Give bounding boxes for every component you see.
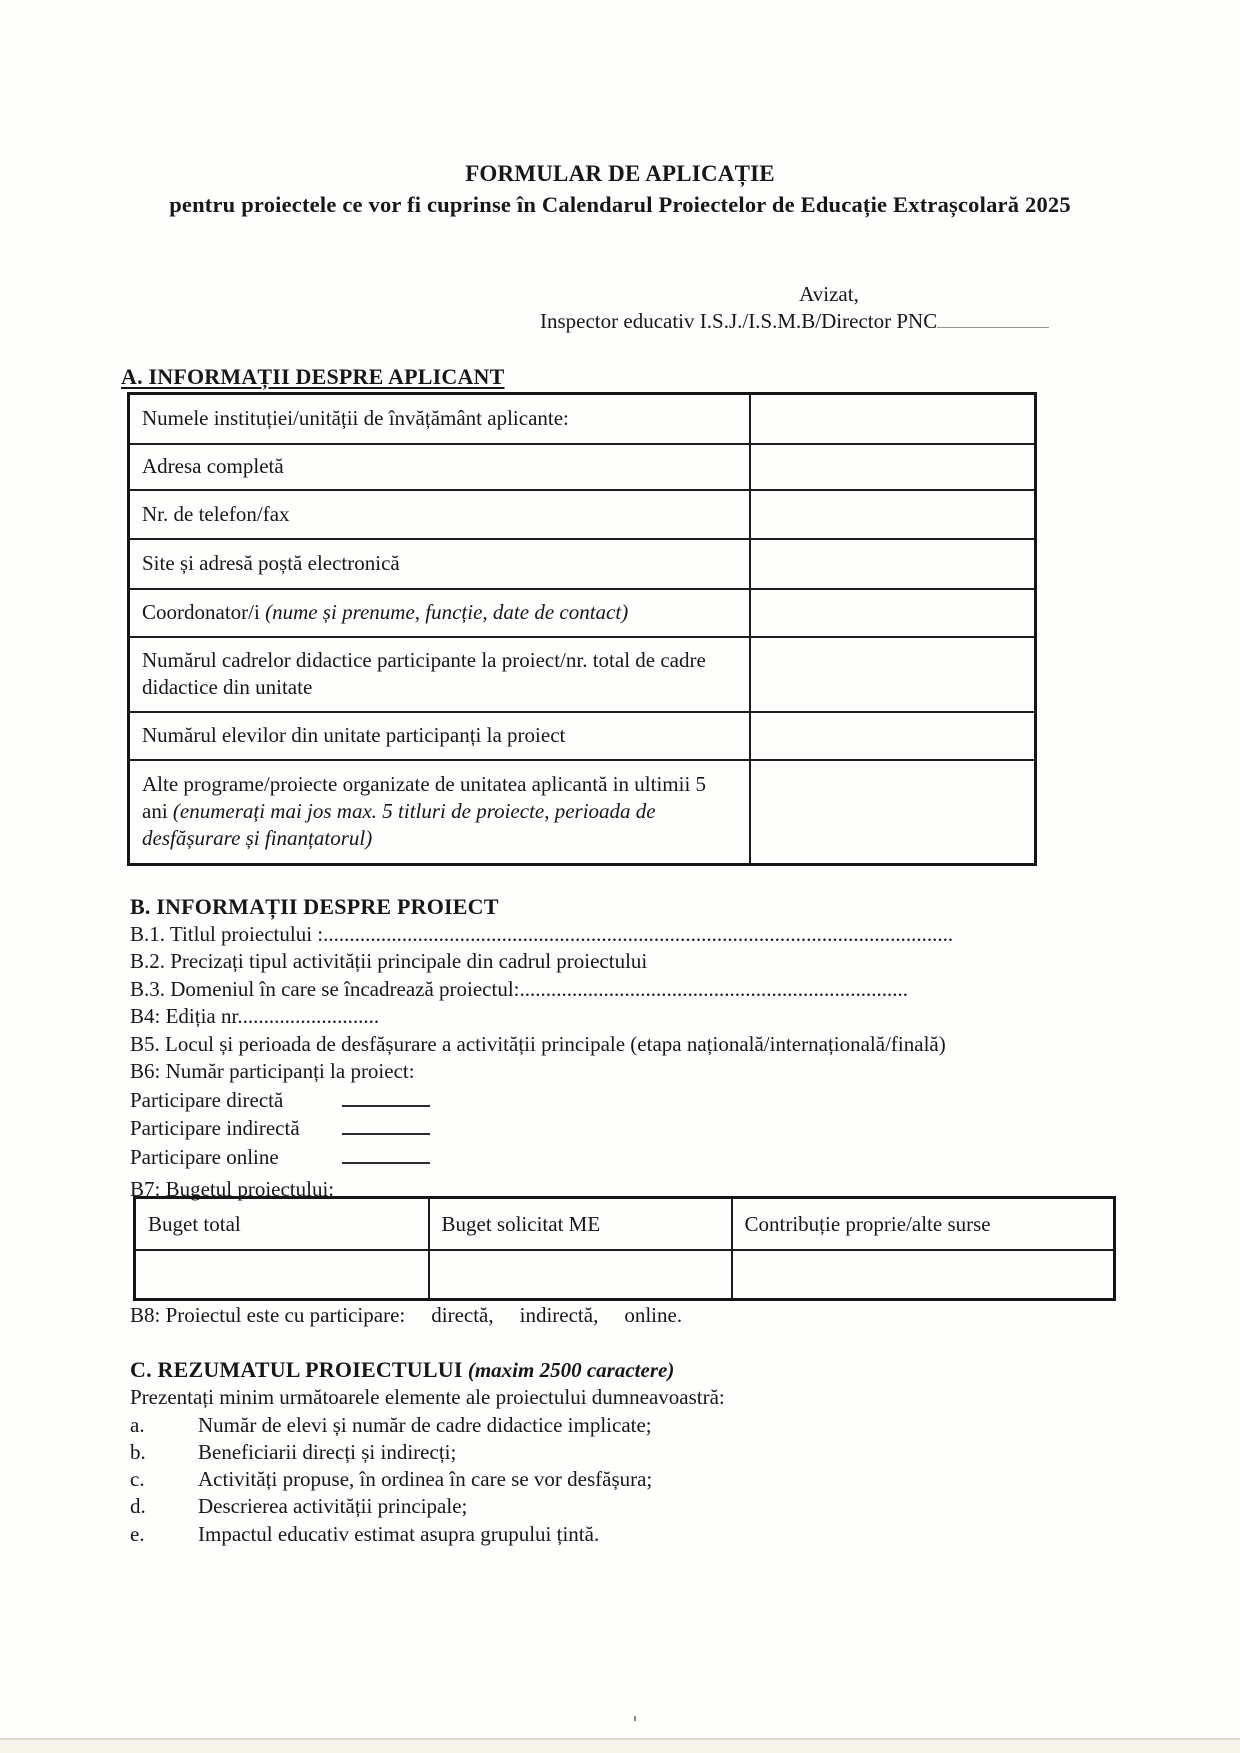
- row-label: Alte programe/proiecte organizate de unitatea aplicantă in ultimii 5 ani: [142, 772, 707, 824]
- participation-fill-line: [342, 1114, 430, 1135]
- row-label: Nr. de telefon/fax: [142, 501, 290, 526]
- table-row: [129, 539, 1036, 589]
- row-label: Coordonator/i: [142, 600, 266, 624]
- list-marker: e.: [130, 1521, 145, 1546]
- field-b8-participation-type: [130, 1303, 682, 1328]
- summary-intro: Prezentați minim următoarele elemente ale proiectului dumneavoastră:: [130, 1385, 725, 1410]
- approval-signature-line: [540, 308, 1130, 335]
- table-row: [129, 394, 1036, 444]
- list-text: Impactul educativ estimat asupra grupului țintă.: [198, 1521, 600, 1546]
- list-marker: d.: [130, 1494, 146, 1519]
- section-c-heading: C. REZUMATUL PROIECTULUI: [130, 1357, 463, 1382]
- approval-note: Avizat,: [799, 282, 859, 306]
- list-text: Activități propuse, în ordinea în care se vor desfășura;: [198, 1467, 653, 1492]
- budget-value-row: [135, 1250, 1115, 1300]
- field-b4-edition: B4: Ediția nr...........................: [130, 1004, 380, 1028]
- participation-row-online: [130, 1143, 1140, 1172]
- approval-signature-label: Inspector educativ I.S.J./I.S.M.B/Director PNC: [540, 309, 938, 333]
- row-label-italic: (nume și prenume, funcție, date de contact): [265, 600, 629, 624]
- b8-option-online: online.: [624, 1303, 683, 1327]
- field-b5-location-period: B5. Locul și perioada de desfășurare a activității principale (etapa națională/internațională/finală): [130, 1031, 946, 1056]
- field-b3-domain: B.3. Domeniul în care se încadrează proiectul:..........................................................................: [130, 976, 909, 1001]
- list-text: Descrierea activității principale;: [198, 1494, 468, 1519]
- document-title-block: [0, 158, 1240, 220]
- table-row: [129, 637, 1036, 712]
- field-b1-title: B.1. Titlul proiectului :........................................................................................................................: [130, 921, 954, 946]
- row-label-cell: [129, 589, 750, 637]
- table-row: [129, 589, 1036, 637]
- row-label: Site și adresă poștă electronică: [142, 551, 400, 575]
- participation-row-indirect: [130, 1114, 1140, 1143]
- table-row: [129, 760, 1036, 865]
- list-marker: a.: [130, 1412, 145, 1437]
- row-value-cell: [750, 490, 1036, 539]
- table-row: [129, 490, 1036, 539]
- row-value-cell: [750, 712, 1036, 760]
- budget-header-requested: Buget solicitat ME: [429, 1198, 732, 1250]
- participation-label: Participare online: [130, 1144, 279, 1169]
- budget-header-row: [135, 1198, 1115, 1250]
- budget-value-cell: [135, 1250, 429, 1300]
- b8-option-indirect: indirectă,: [519, 1303, 599, 1327]
- row-label: Numele instituției/unității de învățământ aplicante:: [142, 406, 569, 431]
- participation-label: Participare directă: [130, 1087, 284, 1112]
- row-value-cell: [750, 589, 1036, 637]
- list-text: Beneficiarii direcți și indirecți;: [198, 1439, 457, 1464]
- section-c-note: (maxim 2500 caractere): [467, 1358, 675, 1382]
- list-marker: b.: [130, 1439, 146, 1464]
- row-label-cell: [129, 444, 750, 490]
- field-b7-budget-label: B7: Bugetul proiectului:: [130, 1177, 335, 1201]
- list-item: [130, 1439, 1140, 1466]
- budget-header-total: Buget total: [135, 1198, 429, 1250]
- participation-label: Participare indirectă: [130, 1116, 300, 1140]
- list-marker: c.: [130, 1467, 145, 1492]
- budget-value-cell: [732, 1250, 1115, 1300]
- signature-underline: [937, 309, 1049, 328]
- section-c: [130, 1356, 1140, 1548]
- row-label: Numărul cadrelor didactice participante la proiect/nr. total de cadre didactice din unitate: [142, 648, 706, 699]
- budget-value-cell: [429, 1250, 732, 1300]
- table-row: [129, 444, 1036, 490]
- document-subtitle: pentru proiectele ce vor fi cuprinse în Calendarul Proiectelor de Educație Extrașcolară 2025: [169, 192, 1071, 217]
- row-label-cell: [129, 539, 750, 589]
- list-item: [130, 1493, 1140, 1520]
- participation-fill-line: [342, 1143, 430, 1164]
- b8-prefix: B8: Proiectul este cu participare:: [130, 1303, 406, 1327]
- row-label-cell: [129, 712, 750, 760]
- row-label-cell: [129, 394, 750, 444]
- row-value-cell: [750, 760, 1036, 865]
- budget-table: [133, 1196, 1116, 1301]
- row-value-cell: [750, 539, 1036, 589]
- scan-footer-strip: [0, 1740, 1240, 1753]
- participation-fill-line: [342, 1086, 430, 1107]
- list-item: [130, 1521, 1140, 1548]
- row-value-cell: [750, 394, 1036, 444]
- section-b-heading: B. INFORMAȚII DESPRE PROIECT: [130, 894, 499, 919]
- row-label: Adresa completă: [142, 454, 284, 478]
- row-label: Numărul elevilor din unitate participanți la proiect: [142, 723, 566, 747]
- row-value-cell: [750, 637, 1036, 712]
- section-a-heading: A. INFORMAȚII DESPRE APLICANT: [121, 364, 505, 389]
- row-label-italic: (enumerați mai jos max. 5 titluri de proiecte, perioada de desfășurare și finanțatorul): [142, 799, 656, 851]
- section-c-heading-line: [130, 1356, 1140, 1384]
- row-label-cell: [129, 637, 750, 712]
- field-b6-participants: B6: Număr participanți la proiect:: [130, 1059, 415, 1083]
- b8-option-direct: directă,: [431, 1303, 494, 1327]
- row-label-cell: [129, 490, 750, 539]
- section-b: [130, 893, 1140, 1204]
- list-item: [130, 1412, 1140, 1439]
- participation-row-direct: [130, 1086, 1140, 1115]
- row-label-cell: [129, 760, 750, 865]
- budget-header-own-contribution: Contribuție proprie/alte surse: [732, 1198, 1115, 1250]
- field-b2-activity-type: B.2. Precizați tipul activității principale din cadrul proiectului: [130, 949, 648, 973]
- list-text: Număr de elevi și număr de cadre didactice implicate;: [198, 1412, 652, 1437]
- list-item: [130, 1466, 1140, 1493]
- document-title: FORMULAR DE APLICAȚIE: [465, 161, 775, 186]
- row-value-cell: [750, 444, 1036, 490]
- approval-block: [540, 281, 1130, 335]
- table-row: [129, 712, 1036, 760]
- scan-speck: [634, 1716, 636, 1721]
- applicant-info-table: [127, 392, 1037, 866]
